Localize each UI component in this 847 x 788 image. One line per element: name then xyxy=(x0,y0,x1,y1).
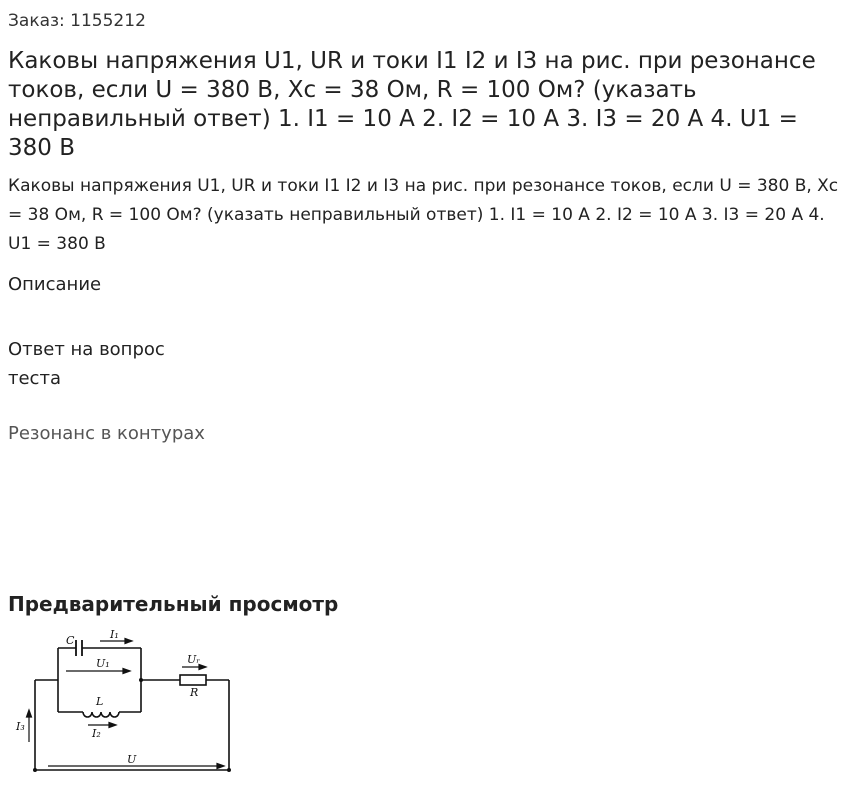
capacitor-symbol xyxy=(76,640,82,656)
label-source-voltage: U xyxy=(127,753,137,766)
circuit-diagram xyxy=(8,620,248,780)
inductor-symbol xyxy=(83,712,119,717)
label-inductor: L xyxy=(96,695,104,708)
order-number: Заказ: 1155212 xyxy=(8,11,146,31)
answer-type-label: Ответ на вопрос теста xyxy=(8,339,165,389)
label-current-2: I₂ xyxy=(92,727,101,740)
label-current-1: I₁ xyxy=(110,628,119,641)
label-capacitor: C xyxy=(66,634,75,647)
question-title: Каковы напряжения U1, UR и токи I1 I2 и I3 на рис. при резонансе токов, если U = 380 В, Xc = 38 Ом, R = 100 Ом? (указать неправильный ответ) 1. I1 = 10 А 2. I2 = 10 А 3. I3 = 20 А 4. U1 = 380 В xyxy=(8,48,816,161)
circuit-svg xyxy=(8,620,248,780)
label-current-3: I₃ xyxy=(16,720,25,733)
description-label: Описание xyxy=(8,274,102,295)
resistor-symbol xyxy=(180,675,206,685)
category-link[interactable]: Резонанс в контурах xyxy=(8,423,205,444)
preview-heading: Предварительный просмотр xyxy=(8,592,339,616)
question-body: Каковы напряжения U1, UR и токи I1 I2 и I3 на рис. при резонансе токов, если U = 380 В, Xc = 38 Ом, R = 100 Ом? (указать неправильный ответ) 1. I1 = 10 А 2. I2 = 10 А 3. I3 = 20 А 4. U1 = 380 В xyxy=(8,176,839,254)
label-voltage-r: Uᵣ xyxy=(187,653,201,666)
label-voltage-1: U₁ xyxy=(96,657,110,670)
label-resistor: R xyxy=(190,686,199,699)
